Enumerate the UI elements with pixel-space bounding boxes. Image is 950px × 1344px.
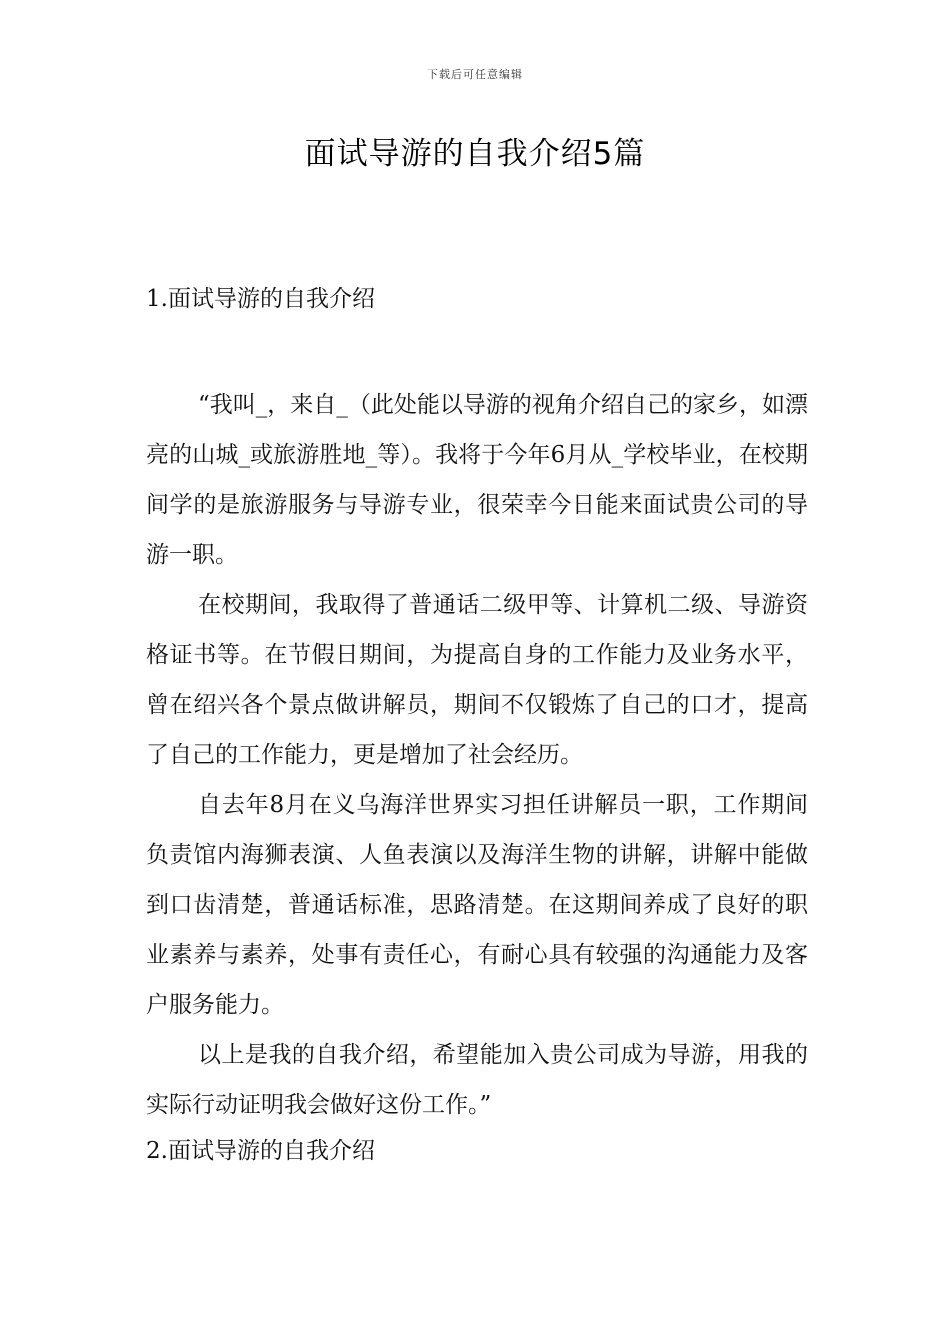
header-note: 下载后可任意编辑 (427, 68, 523, 81)
section-heading-1: 1.面试导游的自我介绍 (146, 286, 375, 312)
document-title: 面试导游的自我介绍5篇 (304, 136, 646, 172)
section-heading-2: 2.面试导游的自我介绍 (146, 1138, 375, 1164)
paragraph: “我叫_，来自_（此处能以导游的视角介绍自己的家乡，如漂亮的山城_或旅游胜地_等）。我将于今年6月从_学校毕业，在校期间学的是旅游服务与导游专业，很荣幸今日能来面试贵公司的导游一职。 (146, 392, 808, 568)
section-spacer (146, 320, 808, 380)
document-body (146, 278, 808, 1172)
paragraph: 自去年8月在义乌海洋世界实习担任讲解员一职，工作期间负责馆内海狮表演、人鱼表演以及海洋生物的讲解，讲解中能做到口齿清楚，普通话标准，思路清楚。在这期间养成了良好的职业素养与素养，处事有责任心，有耐心具有较强的沟通能力及客户服务能力。 (146, 792, 808, 1018)
paragraph: 在校期间，我取得了普通话二级甲等、计算机二级、导游资格证书等。在节假日期间，为提高自身的工作能力及业务水平，曾在绍兴各个景点做讲解员，期间不仅锻炼了自己的口才，提高了自己的工作能力，更是增加了社会经历。 (146, 592, 808, 768)
paragraph: 以上是我的自我介绍，希望能加入贵公司成为导游，用我的实际行动证明我会做好这份工作。” (146, 1042, 808, 1118)
